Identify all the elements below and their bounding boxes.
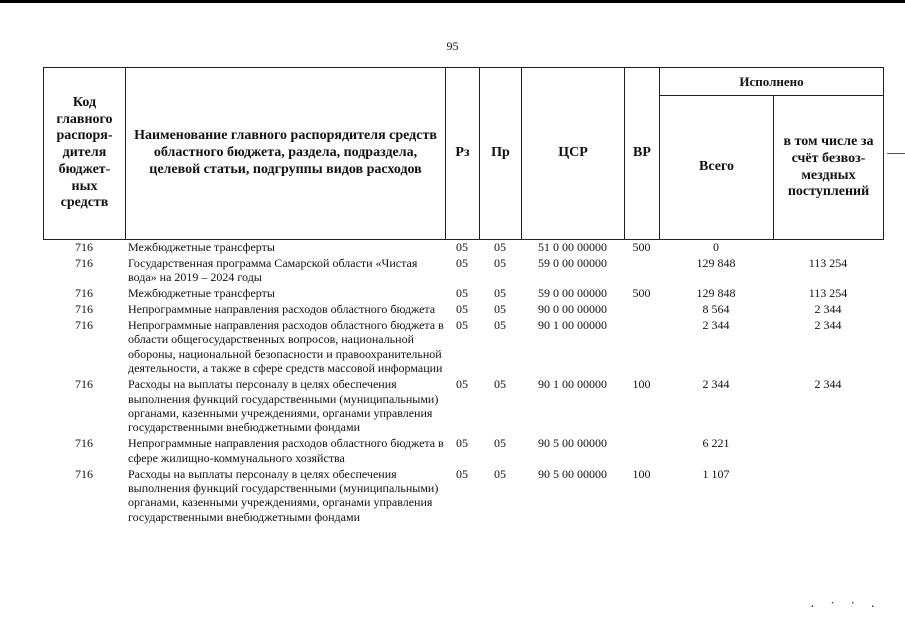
cell-total: 1 107 bbox=[702, 466, 730, 481]
cell-code: 716 bbox=[75, 436, 93, 451]
cell-rz: 05 bbox=[456, 436, 468, 451]
cell-incl: 113 254 bbox=[808, 255, 848, 270]
cell-vr bbox=[624, 256, 659, 285]
cell-rz: 05 bbox=[456, 286, 468, 301]
cell-code: 716 bbox=[75, 302, 93, 317]
page-number: 95 bbox=[446, 39, 459, 53]
cell-incl bbox=[773, 467, 883, 525]
scan-edge-mark bbox=[887, 153, 905, 154]
header-vr: ВР bbox=[625, 68, 660, 240]
table-row bbox=[43, 302, 883, 316]
cell-name: Непрограммные направления расходов областного бюджета в сфере жилищно-коммунального хозяйства bbox=[128, 436, 444, 465]
cell-pr: 05 bbox=[494, 255, 506, 270]
cell-csr: 90 5 00 00000 bbox=[538, 436, 607, 451]
cell-csr: 59 0 00 00000 bbox=[538, 286, 607, 301]
cell-rz: 05 bbox=[456, 302, 468, 317]
cell-pr: 05 bbox=[494, 286, 506, 301]
cell-rz: 05 bbox=[456, 377, 468, 392]
cell-pr: 05 bbox=[494, 466, 506, 481]
cell-rz: 05 bbox=[456, 255, 468, 270]
cell-incl: 2 344 bbox=[814, 377, 842, 392]
cell-csr: 90 0 00 00000 bbox=[538, 302, 607, 317]
cell-pr: 05 bbox=[494, 436, 506, 451]
cell-csr: 90 1 00 00000 bbox=[538, 318, 607, 333]
table-row bbox=[43, 377, 883, 435]
cell-name: Непрограммные направления расходов областного бюджета в области общегосударственных вопросов, национальной обороны, национальной безопасности и правоохранительной деятельности, а также в сфере средств массовой информации bbox=[128, 318, 444, 376]
cell-vr: 100 bbox=[632, 377, 651, 392]
cell-incl: 2 344 bbox=[814, 302, 842, 317]
cell-total: 129 848 bbox=[696, 286, 736, 301]
cell-total: 6 221 bbox=[702, 436, 730, 451]
cell-code: 716 bbox=[75, 240, 93, 254]
cell-total: 0 bbox=[713, 240, 719, 254]
cell-total: 2 344 bbox=[702, 377, 730, 392]
cell-rz: 05 bbox=[456, 318, 468, 333]
cell-rz: 05 bbox=[456, 466, 468, 481]
cell-pr: 05 bbox=[494, 240, 506, 254]
cell-pr: 05 bbox=[494, 318, 506, 333]
table-row bbox=[43, 240, 883, 254]
cell-rz: 05 bbox=[456, 240, 468, 254]
cell-vr: 500 bbox=[632, 240, 651, 254]
cell-code: 716 bbox=[75, 255, 93, 270]
cell-name: Непрограммные направления расходов областного бюджета bbox=[128, 302, 436, 317]
cell-vr bbox=[624, 302, 659, 316]
scan-speckles: · ˙ ˙ · bbox=[810, 600, 882, 615]
cell-incl: 113 254 bbox=[808, 286, 848, 301]
cell-name: Расходы на выплаты персоналу в целях обеспечения выполнения функций государственными (муниципальными) органами, казенными учреждениями, органами управления государственными внебюджетными фондами bbox=[128, 466, 439, 524]
scan-top-edge bbox=[0, 0, 905, 3]
cell-pr: 05 bbox=[494, 302, 506, 317]
header-code: Код главного распоря-дителя бюджет-ных средств bbox=[44, 68, 126, 240]
cell-vr bbox=[624, 318, 659, 376]
header-rz: Рз bbox=[446, 68, 480, 240]
table-row bbox=[43, 436, 883, 465]
header-name: Наименование главного распорядителя средств областного бюджета, раздела, подраздела, целевой статьи, подгруппы видов расходов bbox=[126, 68, 446, 240]
cell-incl bbox=[773, 240, 883, 254]
header-total: Всего bbox=[660, 96, 774, 240]
header-executed: Исполнено bbox=[660, 68, 884, 96]
cell-total: 129 848 bbox=[696, 255, 736, 270]
header-csr: ЦСР bbox=[522, 68, 625, 240]
header-incl: в том числе за счёт безвоз-мездных поступлений bbox=[774, 96, 884, 240]
cell-name: Расходы на выплаты персоналу в целях обеспечения выполнения функций государственными (муниципальными) органами, казенными учреждениями, органами управления государственными внебюджетными фондами bbox=[128, 377, 439, 435]
cell-csr: 90 5 00 00000 bbox=[538, 466, 607, 481]
cell-total: 8 564 bbox=[702, 302, 730, 317]
table-body bbox=[43, 240, 883, 526]
header-pr: Пр bbox=[480, 68, 522, 240]
cell-vr bbox=[624, 436, 659, 465]
table-row bbox=[43, 256, 883, 285]
cell-vr: 500 bbox=[632, 286, 651, 301]
cell-total: 2 344 bbox=[702, 318, 730, 333]
table-row bbox=[43, 318, 883, 376]
table-header bbox=[43, 67, 884, 240]
cell-code: 716 bbox=[75, 466, 93, 481]
cell-code: 716 bbox=[75, 377, 93, 392]
cell-incl bbox=[773, 436, 883, 465]
cell-code: 716 bbox=[75, 318, 93, 333]
cell-code: 716 bbox=[75, 286, 93, 301]
cell-csr: 51 0 00 00000 bbox=[538, 240, 607, 254]
table-row bbox=[43, 467, 883, 525]
cell-csr: 90 1 00 00000 bbox=[538, 377, 607, 392]
cell-csr: 59 0 00 00000 bbox=[538, 255, 607, 270]
cell-vr: 100 bbox=[632, 466, 651, 481]
cell-name: Межбюджетные трансферты bbox=[128, 286, 275, 301]
cell-pr: 05 bbox=[494, 377, 506, 392]
cell-incl: 2 344 bbox=[814, 318, 842, 333]
table-row bbox=[43, 286, 883, 300]
cell-name: Межбюджетные трансферты bbox=[128, 240, 275, 254]
cell-name: Государственная программа Самарской области «Чистая вода» на 2019 – 2024 годы bbox=[128, 255, 418, 285]
